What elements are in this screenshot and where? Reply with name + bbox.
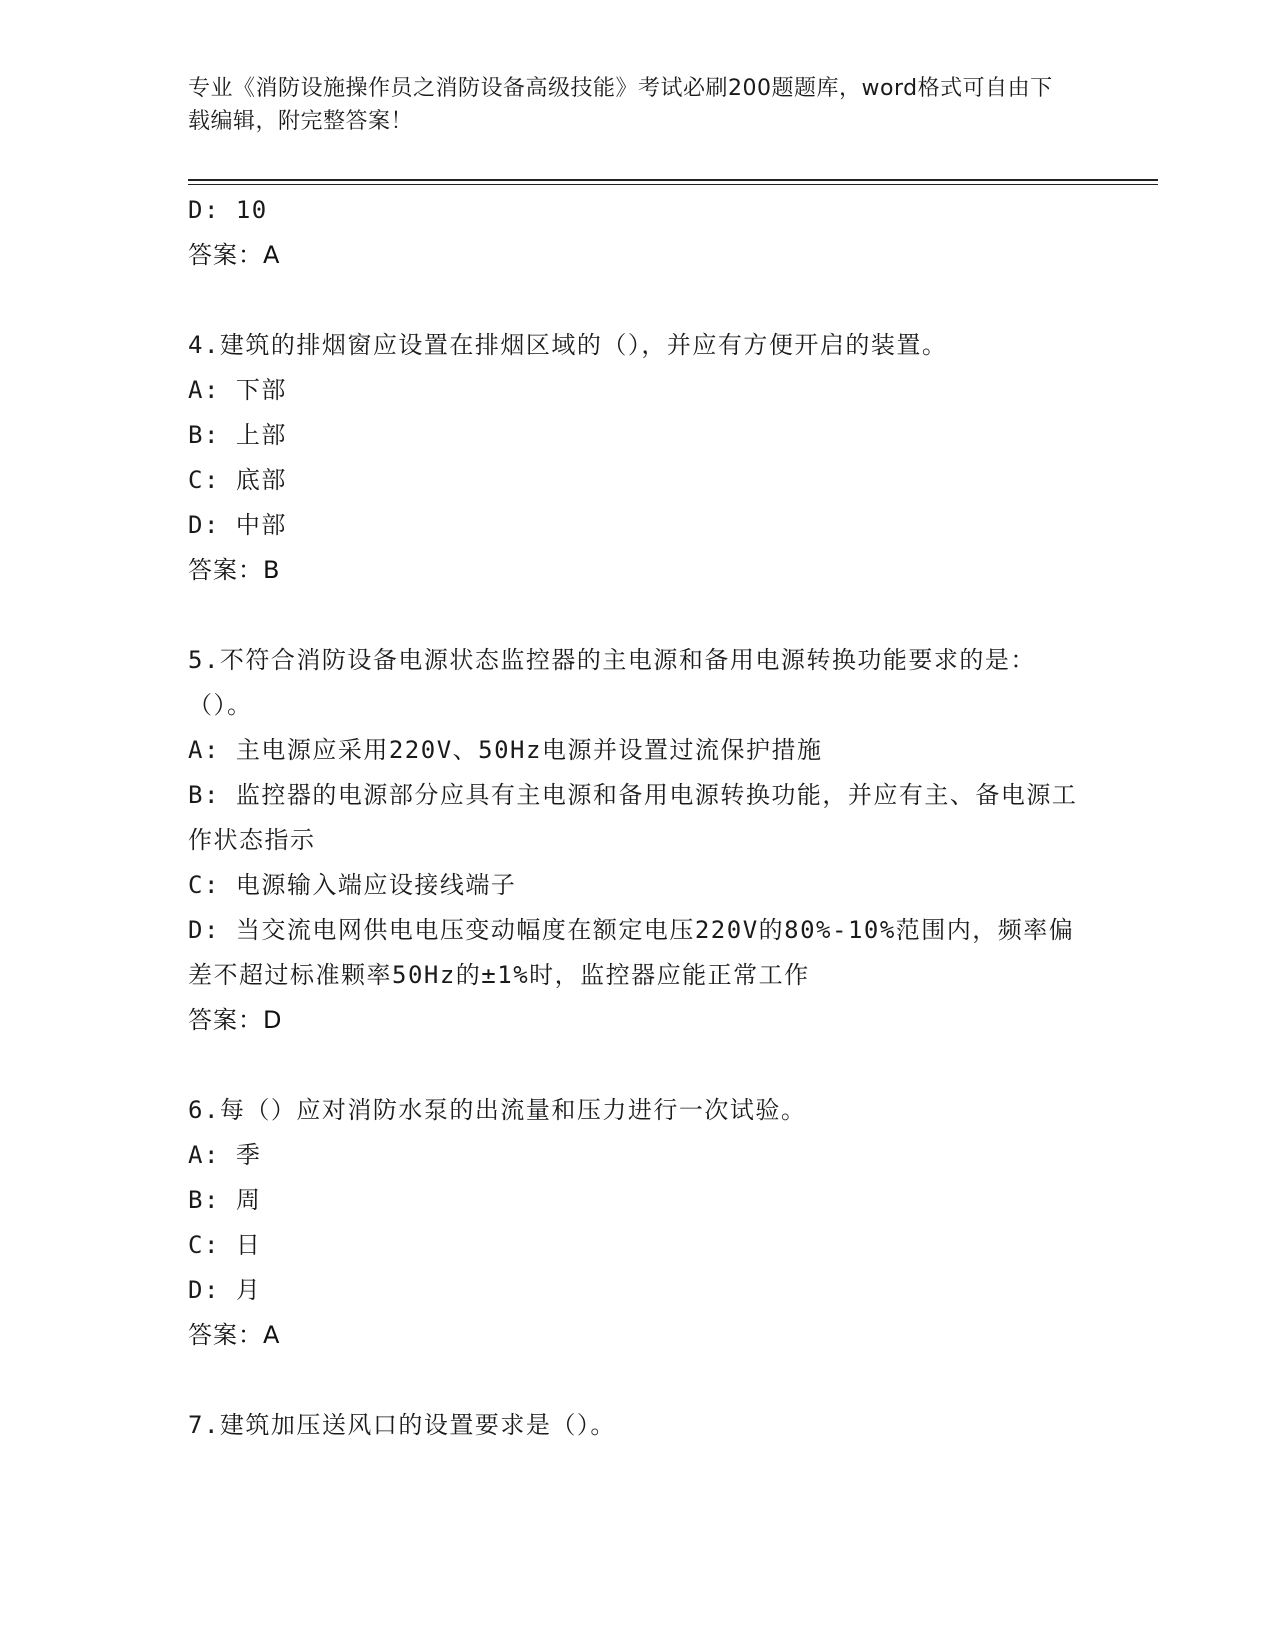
option-b: B: 监控器的电源部分应具有主电源和备用电源转换功能，并应有主、备电源工作状态指示 — [188, 781, 1078, 854]
question-6 — [188, 1088, 1088, 1358]
option-a: A: 下部 — [188, 376, 287, 404]
question-stem: 4.建筑的排烟窗应设置在排烟区域的（），并应有方便开启的装置。 — [188, 331, 948, 359]
spacer — [188, 1358, 1088, 1403]
answer-label: 答案：A — [188, 1321, 281, 1349]
question-4 — [188, 323, 1088, 593]
question-content — [188, 188, 1088, 1448]
option-a: A: 主电源应采用220V、50Hz电源并设置过流保护措施 — [188, 736, 823, 764]
answer-label: 答案：A — [188, 241, 281, 269]
prev-question-block — [188, 188, 1088, 278]
option-d: D: 中部 — [188, 511, 287, 539]
answer-label: 答案：B — [188, 556, 281, 584]
option-c: C: 日 — [188, 1231, 262, 1259]
option-d: D: 当交流电网供电电压变动幅度在额定电压220V的80%-10%范围内，频率偏差不超过标准颗率50Hz的±1%时，监控器应能正常工作 — [188, 916, 1075, 989]
question-stem: 5.不符合消防设备电源状态监控器的主电源和备用电源转换功能要求的是：（）。 — [188, 646, 1036, 719]
document-header: 专业《消防设施操作员之消防设备高级技能》考试必刷200题题库，word格式可自由下载编辑，附完整答案！ — [188, 76, 1053, 134]
question-stem: 7.建筑加压送风口的设置要求是（）。 — [188, 1411, 616, 1439]
spacer — [188, 1043, 1088, 1088]
option-c: C: 底部 — [188, 466, 287, 494]
option-a: A: 季 — [188, 1141, 262, 1169]
answer-label: 答案：D — [188, 1006, 283, 1034]
option-d: D: 10 — [188, 196, 268, 224]
option-b: B: 上部 — [188, 421, 287, 449]
question-stem: 6.每（）应对消防水泵的出流量和压力进行一次试验。 — [188, 1096, 807, 1124]
option-d: D: 月 — [188, 1276, 262, 1304]
header-rule-thin — [188, 184, 1158, 185]
spacer — [188, 278, 1088, 323]
question-5 — [188, 638, 1088, 1043]
option-b: B: 周 — [188, 1186, 262, 1214]
spacer — [188, 593, 1088, 638]
option-c: C: 电源输入端应设接线端子 — [188, 871, 517, 899]
question-7 — [188, 1403, 1088, 1448]
header-rule-thick — [188, 179, 1158, 181]
